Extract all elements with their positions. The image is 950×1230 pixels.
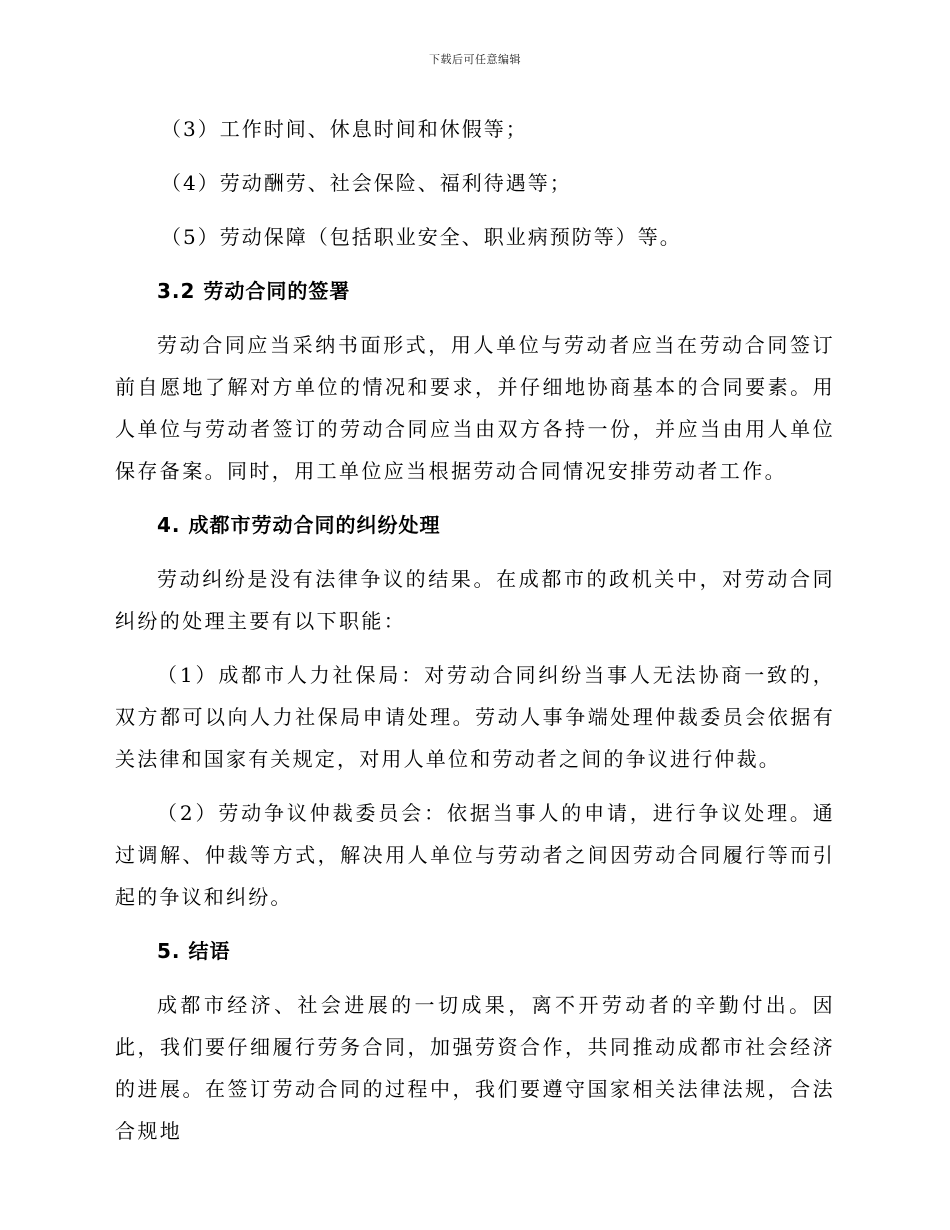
- paragraph-dispute-intro: 劳动纠纷是没有法律争议的结果。在成都市的政机关中，对劳动合同纠纷的处理主要有以下职能：: [115, 567, 835, 633]
- section-heading-4: 4. 成都市劳动合同的纠纷处理: [157, 513, 441, 537]
- paragraph-dispute-item-2: （2）劳动争议仲裁委员会：依据当事人的申请，进行争议处理。通过调解、仲裁等方式，解决用人单位与劳动者之间因劳动合同履行等而引起的争议和纠纷。: [115, 801, 835, 909]
- paragraph-dispute-item-1: （1）成都市人力社保局：对劳动合同纠纷当事人无法协商一致的，双方都可以向人力社保局申请处理。劳动人事争端处理仲裁委员会依据有关法律和国家有关规定，对用人单位和劳动者之间的争议进行仲裁。: [115, 663, 835, 771]
- list-item-remuneration: （4）劳动酬劳、社会保险、福利待遇等；: [161, 171, 572, 195]
- document-body: [115, 108, 835, 1164]
- paragraph-contract-signing: 劳动合同应当采纳书面形式，用人单位与劳动者应当在劳动合同签订前自愿地了解对方单位的情况和要求，并仔细地协商基本的合同要素。用人单位与劳动者签订的劳动合同应当由双方各持一份，并应当由用人单位保存备案。同时，用工单位应当根据劳动合同情况安排劳动者工作。: [115, 333, 835, 483]
- section-heading-3-2: 3.2 劳动合同的签署: [157, 279, 351, 303]
- header-note: 下载后可任意编辑: [429, 53, 521, 66]
- section-heading-5: 5. 结语: [157, 939, 231, 963]
- list-item-labor-protection: （5）劳动保障（包括职业安全、职业病预防等）等。: [161, 225, 682, 249]
- paragraph-conclusion: 成都市经济、社会进展的一切成果，离不开劳动者的辛勤付出。因此，我们要仔细履行劳务合同，加强劳资合作，共同推动成都市社会经济的进展。在签订劳动合同的过程中，我们要遵守国家相关法律法规，合法合规地: [115, 993, 835, 1143]
- list-item-working-hours: （3）工作时间、休息时间和休假等；: [161, 117, 528, 141]
